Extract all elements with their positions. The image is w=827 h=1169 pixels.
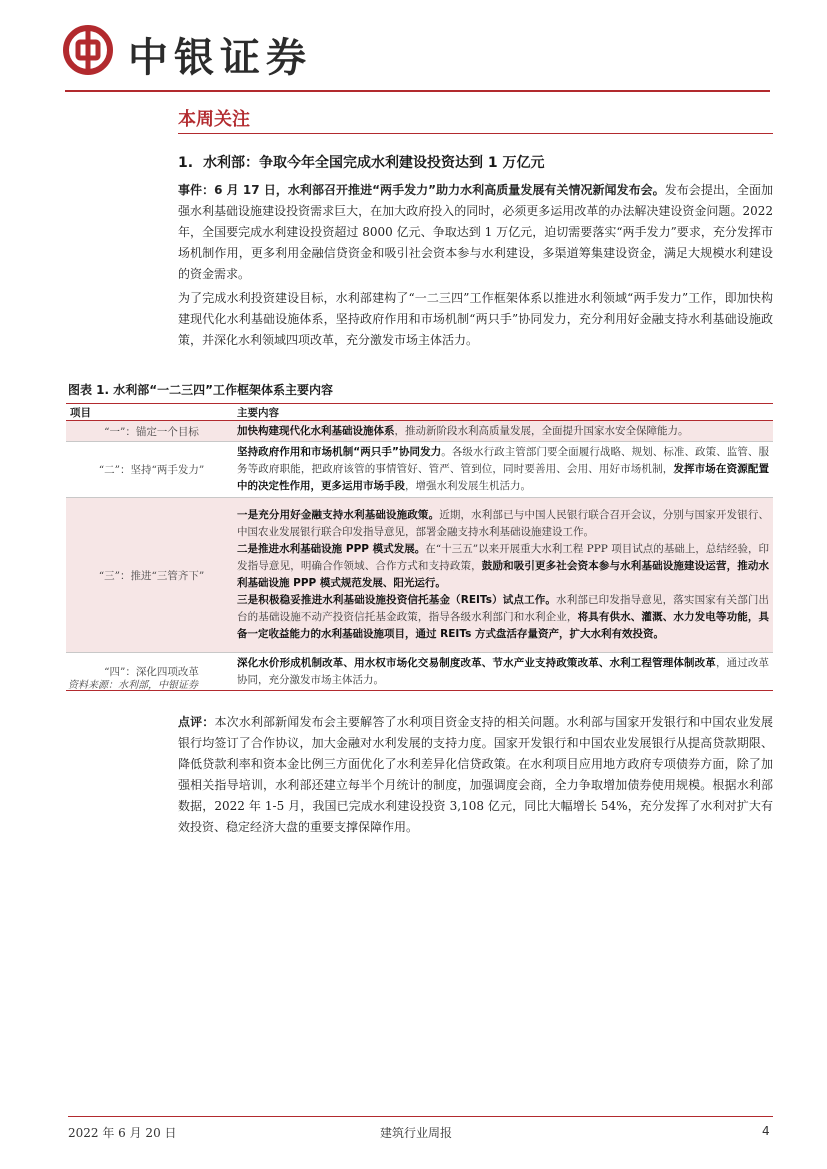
figure-title: 图表 1. 水利部“一二三四”工作框架体系主要内容 bbox=[68, 383, 334, 397]
row-item: “三”：推进“三管齐下” bbox=[98, 569, 205, 582]
brand-name: 中银证券 bbox=[128, 35, 312, 81]
row-content-text: 近期，水利部已与中国人民银行联合召开会议，分别与国家开发银行、中国农业发展银行联合印发指导意见，部署金融支持水利基础设施建设工作。 bbox=[237, 509, 770, 538]
row-content-bold: 一是充分用好金融支持水利基础设施政策。 bbox=[237, 509, 440, 521]
footer-divider bbox=[68, 1116, 773, 1117]
table-row bbox=[66, 421, 773, 442]
row-content-text: ，推动新阶段水利高质量发展，全面提升国家水安全保障能力。 bbox=[394, 424, 689, 437]
event-paragraph bbox=[178, 180, 773, 285]
commentary-paragraph bbox=[178, 712, 773, 838]
page-header bbox=[62, 24, 762, 80]
table-header bbox=[66, 403, 773, 421]
row-content-text: 。各级水行政主管部门要全面履行战略、规划、标准、政策、监管、服务等政府职能，把政府该管的事情管好、管严、管到位，同时要善用、会用、用好市场机制， bbox=[237, 446, 769, 475]
row-content-text: 在“十三五”以来开展重大水利工程 PPP 项目试点的基础上，总结经验，印发指导意见，明确合作领域、合作方式和支持政策， bbox=[237, 543, 769, 572]
footer-date: 2022 年 6 月 20 日 bbox=[68, 1126, 177, 1140]
row-content-bold: 加快构建现代化水利基础设施体系 bbox=[237, 424, 395, 437]
event-lead: 事件：6 月 17 日，水利部召开推进“两手发力”助力水利高质量发展有关情况新闻发布会。 bbox=[178, 183, 665, 197]
figure-source: 资料来源：水利部，中银证券 bbox=[68, 680, 198, 691]
row-content bbox=[237, 506, 773, 644]
row-content-bold: 深化水价形成机制改革、用水权市场化交易制度改革、节水产业支持政策改革、水利工程管理体制改革 bbox=[237, 656, 716, 669]
row-item: “二”：坚持“两手发力” bbox=[98, 464, 205, 476]
row-content-text: ，增强水利发展生机活力。 bbox=[405, 480, 531, 492]
commentary-body: 本次水利部新闻发布会主要解答了水利项目资金支持的相关问题。水利部与国家开发银行和中国农业发展银行均签订了合作协议，加大金融对水利发展的支持力度。国家开发银行和中国农业发展银行从提高贷款期限、降低贷款利率和资本金比例三方面优化了水利差异化信贷政策。在水利项目应用地方政府专项债券方面，除了加强相关指导培训，水利部还建立每半个月统计的制度，加强调度会商，全力争取增加债券使用规模。根据水利部数据，2022 年 1-5 月，我国已完成水利建设投资 3,108 亿元，同比大幅增长 54%，充分发挥了水利对扩大有效投资、稳定经济大盘的重要支撑保障作用。 bbox=[178, 715, 773, 834]
commentary-lead: 点评： bbox=[178, 715, 215, 729]
column-header-content: 主要内容 bbox=[237, 406, 279, 419]
column-header-item: 项目 bbox=[70, 406, 91, 419]
footer-report-title: 建筑行业周报 bbox=[380, 1126, 453, 1140]
table-row bbox=[66, 442, 773, 498]
event-body: 发布会提出，全面加强水利基础设施建设投资需求巨大，在加大政府投入的同时，必须更多运用改革的办法解决建设资金问题。2022 年，全国要完成水利建设投资超过 8000 亿元、争取达到 1 万亿元，迫切需要落实“两手发力”要求，充分发挥市场机制作用，更多利用金融信贷资金和吸引社会资本参与水利建设，多渠道筹集建设资金，满足大规模水利建设的资金需求。 bbox=[178, 183, 773, 281]
row-content-bold: 坚持政府作用和市场机制“两只手”协同发力 bbox=[237, 446, 442, 458]
page-number: 4 bbox=[762, 1124, 770, 1138]
row-content bbox=[237, 443, 773, 496]
row-content-text: 水利部已印发指导意见，落实国家有关部门出台的基础设施不动产投资信托基金政策，指导各级水利部门和水利企业， bbox=[237, 594, 770, 623]
row-content-bold: 鼓励和吸引更多社会资本参与水利基础设施建设运营，推动水利基础设施 PPP 模式规范发展、阳光运行。 bbox=[237, 560, 770, 589]
section-divider bbox=[178, 133, 773, 134]
section-title: 本周关注 bbox=[178, 109, 250, 130]
header-divider bbox=[65, 90, 770, 92]
row-content-bold: 发挥市场在资源配置中的决定性作用，更多运用市场手段 bbox=[237, 463, 770, 492]
row-content bbox=[237, 422, 773, 441]
article-heading bbox=[178, 152, 545, 172]
framework-paragraph: 为了完成水利投资建设目标，水利部建构了“一二三四”工作框架体系以推进水利领域“两手发力”工作，即加快构建现代化水利基础设施体系，坚持政府作用和市场机制“两只手”协同发力，充分利用好金融支持水利基础设施政策，并深化水利领域四项改革，充分激发市场主体活力。 bbox=[178, 291, 773, 347]
row-content-text: ，通过改革协同，充分激发市场主体活力。 bbox=[237, 656, 770, 686]
row-content-bold: 二是推进水利基础设施 PPP 模式发展。 bbox=[237, 543, 426, 555]
framework-table bbox=[66, 403, 773, 691]
heading-number: 1. bbox=[178, 155, 194, 171]
table-row bbox=[66, 498, 773, 653]
bank-of-china-logo bbox=[62, 24, 114, 76]
row-content-bold: 三是积极稳妥推进水利基础设施投资信托基金（REITs）试点工作。 bbox=[237, 594, 557, 606]
row-item: “一”：锚定一个目标 bbox=[104, 425, 199, 438]
row-content bbox=[237, 654, 773, 690]
row-content-bold: 将具有供水、灌溉、水力发电等功能，具备一定收益能力的水利基础设施项目，通过 REITs 方式盘活存量资产，扩大水利有效投资。 bbox=[237, 611, 770, 640]
row-item: “四”：深化四项改革 bbox=[104, 666, 199, 678]
heading-text: 水利部：争取今年全国完成水利建设投资达到 1 万亿元 bbox=[203, 155, 545, 171]
